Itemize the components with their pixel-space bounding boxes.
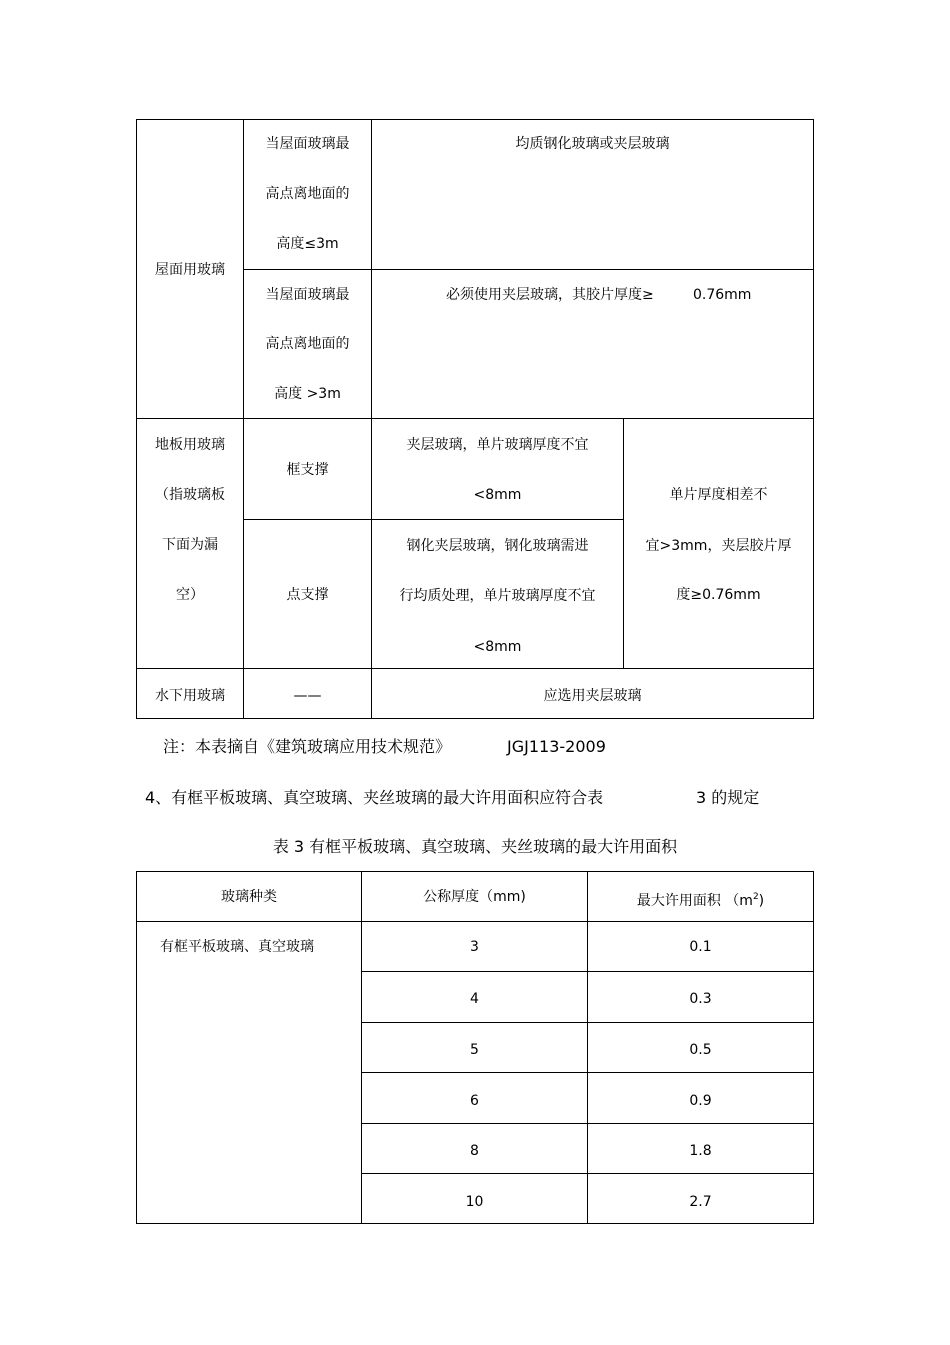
roof-cond-1-line3: 高度≤3m — [276, 236, 339, 252]
table1-border — [136, 119, 814, 719]
header-thickness: 公称厚度（mm) — [423, 889, 526, 905]
floor-glass-label-line4: 空） — [176, 587, 204, 603]
table1-row-divider — [136, 418, 814, 419]
glass-type-label: 有框平板玻璃、真空玻璃 — [160, 939, 314, 955]
area-cell: 2.7 — [689, 1194, 712, 1210]
roof-cond-2-line3: 高度 >3m — [274, 386, 341, 402]
area-cell: 0.3 — [689, 991, 712, 1007]
underwater-req: 应选用夹层玻璃 — [543, 688, 642, 704]
floor-glass-label-line3: 下面为漏 — [162, 537, 218, 553]
table1-row-divider — [136, 668, 814, 669]
roof-req-1: 均质钢化玻璃或夹层玻璃 — [515, 136, 670, 152]
paragraph-item-4: 4、有框平板玻璃、真空玻璃、夹丝玻璃的最大许用面积应符合表 — [145, 788, 604, 807]
table3-caption: 表 3 有框平板玻璃、真空玻璃、夹丝玻璃的最大许用面积 — [272, 837, 678, 856]
table1-col-divider — [243, 119, 244, 719]
roof-req-2-value: 0.76mm — [693, 287, 752, 303]
thickness-cell: 6 — [470, 1093, 479, 1109]
roof-cond-1-line2: 高点离地面的 — [265, 186, 350, 202]
header-glass-type: 玻璃种类 — [221, 889, 277, 905]
point-support-req-line3: <8mm — [473, 639, 522, 655]
frame-support-req-line2: <8mm — [473, 487, 522, 503]
point-support-req-line1: 钢化夹层玻璃，钢化玻璃需进 — [406, 538, 589, 554]
frame-support-label: 框支撑 — [286, 462, 329, 478]
paragraph-item-4-ref: 3 的规定 — [696, 788, 760, 807]
underwater-cond: —— — [293, 688, 322, 704]
underwater-glass-label: 水下用玻璃 — [155, 688, 225, 704]
frame-support-req-line1: 夹层玻璃，单片玻璃厚度不宜 — [406, 437, 589, 453]
thickness-cell: 3 — [470, 939, 479, 955]
area-cell: 0.9 — [689, 1093, 712, 1109]
area-cell: 1.8 — [689, 1143, 712, 1159]
floor-glass-label-line2: （指玻璃板 — [155, 487, 225, 503]
thickness-cell: 8 — [470, 1143, 479, 1159]
table3-row-divider — [361, 971, 814, 972]
thickness-cell: 5 — [470, 1042, 479, 1058]
roof-req-2: 必须使用夹层玻璃，其胶片厚度≥ — [446, 287, 654, 303]
table3-row-divider — [361, 1173, 814, 1174]
floor-shared-req-line3: 度≥0.76mm — [676, 587, 761, 603]
area-cell: 0.5 — [689, 1042, 712, 1058]
area-cell: 0.1 — [689, 939, 712, 955]
table1-row-divider — [243, 519, 624, 520]
thickness-cell: 10 — [465, 1194, 484, 1210]
table3-row-divider — [361, 1022, 814, 1023]
point-support-req-line2: 行均质处理，单片玻璃厚度不宜 — [399, 588, 596, 604]
table1-col-divider — [371, 119, 372, 719]
table1-row-divider — [243, 269, 814, 270]
table3-row-divider — [361, 1072, 814, 1073]
floor-shared-req-line2: 宜>3mm，夹层胶片厚 — [645, 538, 792, 554]
thickness-cell: 4 — [470, 991, 479, 1007]
roof-cond-1-line1: 当屋面玻璃最 — [265, 136, 350, 152]
roof-cond-2-line2: 高点离地面的 — [265, 336, 350, 352]
roof-cond-2-line1: 当屋面玻璃最 — [265, 287, 350, 303]
floor-glass-label-line1: 地板用玻璃 — [155, 437, 225, 453]
roof-glass-label: 屋面用玻璃 — [155, 262, 225, 278]
source-note-code: JGJ113-2009 — [507, 737, 606, 756]
header-max-area: 最大许用面积 $(m^2)$ — [636, 892, 765, 909]
point-support-label: 点支撑 — [286, 587, 329, 603]
source-note: 注：本表摘自《建筑玻璃应用技术规范》 — [163, 737, 452, 756]
table3-header-divider — [136, 921, 814, 922]
table3-row-divider — [361, 1123, 814, 1124]
floor-shared-req-line1: 单片厚度相差不 — [669, 487, 768, 503]
